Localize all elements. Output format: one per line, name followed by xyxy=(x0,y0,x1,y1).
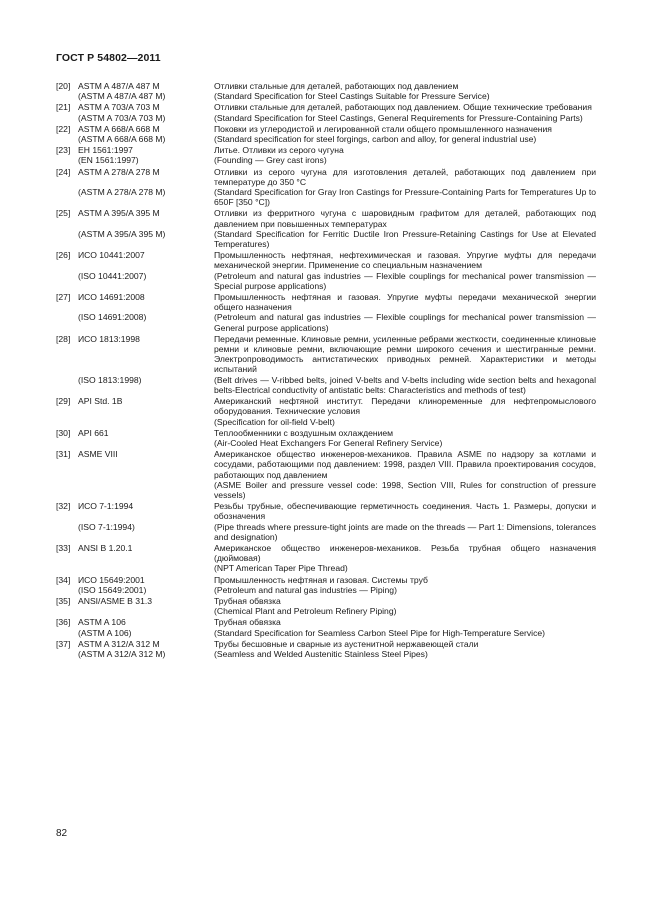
standard-code: ASME VIII xyxy=(78,449,118,460)
standard-title: Теплообменники с воздушным охлаждением xyxy=(214,427,394,438)
reference-line xyxy=(78,417,596,427)
standard-code: (ASTM A 312/A 312 M) xyxy=(78,648,166,659)
reference-line xyxy=(78,428,596,438)
reference-line xyxy=(78,649,596,659)
reference-number: [31] xyxy=(56,449,71,460)
standard-code xyxy=(78,563,214,573)
reference-number: [26] xyxy=(56,250,71,261)
reference-body xyxy=(78,639,596,659)
reference-body xyxy=(78,81,596,101)
standard-title: Отливки из серого чугуна для изготовления деталей, работающих под давлением при температуре до 350 °C xyxy=(214,166,596,187)
standard-title: Отливки стальные для деталей, работающих под давлением xyxy=(214,81,459,91)
standard-code: ЕН 1561:1997 xyxy=(78,145,133,156)
reference-entry xyxy=(56,250,596,291)
reference-line xyxy=(78,617,596,627)
reference-entry xyxy=(56,81,596,101)
reference-body xyxy=(78,428,596,448)
standard-code xyxy=(78,438,214,448)
standard-title: Литье. Отливки из серого чугуна xyxy=(214,145,344,156)
standard-code: ASTM A 703/A 703 M xyxy=(78,102,160,113)
reference-body xyxy=(78,102,596,122)
reference-number: [24] xyxy=(56,166,71,177)
reference-line xyxy=(78,81,596,91)
standard-code: ANSI B 1.20.1 xyxy=(78,542,133,553)
reference-body xyxy=(78,501,596,542)
standard-title: Трубная обвязка xyxy=(214,595,281,606)
reference-line xyxy=(78,113,596,123)
reference-line xyxy=(78,449,596,480)
standard-title: Американское общество инженеров-механиков. Резьба трубная общего назначения (дюймовая) xyxy=(214,542,596,564)
reference-entry xyxy=(56,428,596,448)
standard-code: API 661 xyxy=(78,427,109,438)
standard-title: (ASME Boiler and pressure vessel code: 1998, Section VIII, Rules for construction of pressure vessels) xyxy=(214,479,596,500)
reference-entry xyxy=(56,617,596,637)
reference-line xyxy=(78,501,596,521)
reference-entry xyxy=(56,596,596,616)
reference-line xyxy=(78,639,596,649)
standard-code xyxy=(78,606,214,616)
reference-line xyxy=(78,585,596,595)
standard-code: (ASTM A 668/A 668 M) xyxy=(78,134,166,145)
reference-number: [29] xyxy=(56,396,71,407)
reference-line xyxy=(78,396,596,416)
standard-title: Промышленность нефтяная, нефтехимическая и газовая. Упругие муфты для передачи механической энергии. Применение со специальным назначением xyxy=(214,250,596,271)
reference-body xyxy=(78,596,596,616)
reference-body xyxy=(78,124,596,144)
standard-code: ASTM A 312/A 312 M xyxy=(78,638,160,649)
standard-title: Передачи ременные. Клиновые ремни, усиленные ребрами жесткости, соединенные клиновые ремни и клиновые ремни, включающие ремни широкого сечения и шестигранные ремни. Электропроводимость антистатических приводных ремней. Характеристики и методы испытаний xyxy=(214,333,596,375)
reference-line xyxy=(78,628,596,638)
standard-title: Отливки из ферритного чугуна с шаровидным графитом для деталей, работающих под давлением при повышенных температурах xyxy=(214,208,596,229)
reference-number: [33] xyxy=(56,542,71,553)
standard-title: (Standard Specification for Steel Castings, General Requirements for Pressure-Containing Parts) xyxy=(214,112,583,123)
reference-line xyxy=(78,575,596,585)
standard-code: (ASTM A 278/A 278 M) xyxy=(78,187,166,198)
standard-code: ASTM A 106 xyxy=(78,617,126,628)
reference-line xyxy=(78,334,596,375)
reference-body xyxy=(78,145,596,165)
reference-entry xyxy=(56,449,596,500)
standard-code xyxy=(78,480,214,500)
reference-line xyxy=(78,208,596,228)
standard-code: (EN 1561:1997) xyxy=(78,155,139,166)
standard-title: (Specification for oil-field V-belt) xyxy=(214,416,335,427)
standard-title: (Standard Specification for Ferritic Ductile Iron Pressure-Retaining Castings for Use at Elevated Temperatures) xyxy=(214,228,596,250)
standard-code: (ASTM A 395/A 395 M) xyxy=(78,228,166,239)
reference-body xyxy=(78,575,596,595)
standard-title: Трубы бесшовные и сварные из аустенитной нержавеющей стали xyxy=(214,638,479,649)
standard-title: (Petroleum and natural gas industries — Piping) xyxy=(214,584,397,595)
reference-line xyxy=(78,438,596,448)
standard-title: (Chemical Plant and Petroleum Refinery Piping) xyxy=(214,606,397,617)
reference-body xyxy=(78,617,596,637)
reference-number: [23] xyxy=(56,145,71,156)
standard-title: Промышленность нефтяная и газовая. Упругие муфты передачи механической энергии общего назначения xyxy=(214,292,596,313)
reference-entry xyxy=(56,501,596,542)
reference-number: [34] xyxy=(56,574,71,585)
standard-code: ИСО 10441:2007 xyxy=(78,250,145,261)
reference-entry xyxy=(56,124,596,144)
standard-title: (Standard Specification for Steel Castings Suitable for Pressure Service) xyxy=(214,91,490,102)
reference-line xyxy=(78,187,596,207)
reference-line xyxy=(78,124,596,134)
standard-code: (ISO 10441:2007) xyxy=(78,270,147,281)
reference-entry xyxy=(56,639,596,659)
standard-code: ИСО 1813:1998 xyxy=(78,333,140,344)
standard-code: API Std. 1B xyxy=(78,396,123,407)
standard-code: (ISO 14691:2008) xyxy=(78,312,147,323)
standard-code: ANSI/ASME B 31.3 xyxy=(78,595,153,606)
reference-line xyxy=(78,543,596,563)
standard-code xyxy=(78,417,214,427)
reference-entry xyxy=(56,543,596,574)
reference-entry xyxy=(56,334,596,395)
standard-code: (ASTM A 487/A 487 M) xyxy=(78,91,166,102)
standard-title: Американское общество инженеров-механиков. Правила ASME по надзору за котлами и сосудами, работающими под давлением: 1998, раздел VIII. Правила проектирования сосудов, работающих под давлением xyxy=(214,449,596,480)
reference-line xyxy=(78,271,596,291)
reference-line xyxy=(78,522,596,542)
standard-title: Поковки из углеродистой и легированной стали общего промышленного назначения xyxy=(214,123,552,134)
standard-title: Промышленность нефтяная и газовая. Системы труб xyxy=(214,574,428,585)
standard-code: (ASTM A 703/A 703 M) xyxy=(78,112,166,123)
reference-number: [37] xyxy=(56,638,71,649)
reference-line xyxy=(78,596,596,606)
reference-body xyxy=(78,292,596,333)
reference-entry xyxy=(56,575,596,595)
reference-line xyxy=(78,292,596,312)
standard-title: (Air-Cooled Heat Exchangers For General Refinery Service) xyxy=(214,437,443,448)
standard-code: ИСО 7-1:1994 xyxy=(78,501,134,512)
reference-number: [21] xyxy=(56,102,71,113)
reference-body xyxy=(78,449,596,500)
reference-number: [27] xyxy=(56,292,71,303)
standard-title: (Standard Specification for Seamless Carbon Steel Pipe for High-Temperature Service) xyxy=(214,627,546,638)
reference-line xyxy=(78,312,596,332)
reference-line xyxy=(78,145,596,155)
reference-line xyxy=(78,563,596,573)
page-header: ГОСТ Р 54802—2011 xyxy=(56,52,161,64)
reference-line xyxy=(78,102,596,112)
reference-line xyxy=(78,375,596,395)
reference-body xyxy=(78,167,596,208)
reference-number: [20] xyxy=(56,81,71,91)
reference-line xyxy=(78,134,596,144)
reference-entry xyxy=(56,145,596,165)
standard-title: Отливки стальные для деталей, работающих под давлением. Общие технические требования xyxy=(214,102,592,113)
standard-code: ASTM A 395/A 395 M xyxy=(78,208,160,219)
reference-line xyxy=(78,91,596,101)
reference-entry xyxy=(56,167,596,208)
reference-entry xyxy=(56,208,596,249)
standard-title: (Standard Specification for Gray Iron Castings for Pressure-Containing Parts for Temperatures Up to 650F [350 °C]) xyxy=(214,187,596,208)
standard-title: Американский нефтяной институт. Передачи клиноременные для нефтепромыслового оборудования. Технические условия xyxy=(214,396,596,417)
reference-entry xyxy=(56,102,596,122)
bibliography-list xyxy=(56,81,596,660)
reference-body xyxy=(78,334,596,395)
reference-line xyxy=(78,167,596,187)
standard-title: (NPT American Taper Pipe Thread) xyxy=(214,563,348,574)
reference-number: [35] xyxy=(56,595,71,606)
reference-entry xyxy=(56,396,596,427)
standard-title: (Petroleum and natural gas industries — Flexible couplings for mechanical power transmission — General purpose applications) xyxy=(214,312,596,333)
standard-title: (Petroleum and natural gas industries — Flexible couplings for mechanical power transmission — Special purpose applications) xyxy=(214,270,596,291)
reference-number: [36] xyxy=(56,617,71,628)
reference-line xyxy=(78,480,596,500)
standard-code: ASTM A 487/A 487 M xyxy=(78,81,160,91)
standard-code: ИСО 14691:2008 xyxy=(78,292,145,303)
reference-number: [28] xyxy=(56,333,71,344)
reference-line xyxy=(78,250,596,270)
standard-title: (Founding — Grey cast irons) xyxy=(214,155,327,166)
standard-title: (Pipe threads where pressure-tight joints are made on the threads — Part 1: Dimensions, tolerances and designation) xyxy=(214,521,596,542)
reference-line xyxy=(78,606,596,616)
reference-number: [22] xyxy=(56,123,71,134)
reference-line xyxy=(78,155,596,165)
standard-code: ИСО 15649:2001 xyxy=(78,574,145,585)
standard-title: (Seamless and Welded Austenitic Stainless Steel Pipes) xyxy=(214,648,428,659)
standard-code: (ISO 1813:1998) xyxy=(78,374,142,385)
standard-code: ASTM A 668/A 668 M xyxy=(78,123,160,134)
standard-title: Трубная обвязка xyxy=(214,617,281,628)
reference-number: [25] xyxy=(56,208,71,219)
standard-title: Резьбы трубные, обеспечивающие герметичность соединения. Часть 1. Размеры, допуски и обозначения xyxy=(214,501,596,522)
standard-title: (Standard specification for steel forgings, carbon and alloy, for general industrial use) xyxy=(214,134,537,145)
reference-body xyxy=(78,208,596,249)
reference-body xyxy=(78,396,596,427)
reference-number: [30] xyxy=(56,427,71,438)
reference-body xyxy=(78,250,596,291)
standard-code: (ASTM A 106) xyxy=(78,627,132,638)
standard-code: ASTM A 278/A 278 M xyxy=(78,166,160,177)
reference-number: [32] xyxy=(56,501,71,512)
standard-code: (ISO 7-1:1994) xyxy=(78,521,135,532)
standard-title: (Belt drives — V-ribbed belts, joined V-belts and V-belts including wide section belts and hexagonal belts-Electrical conductivity of antistatic belts: Characteristics and methods of test) xyxy=(214,374,596,395)
page-number: 82 xyxy=(56,828,68,839)
standard-code: (ISO 15649:2001) xyxy=(78,584,147,595)
reference-entry xyxy=(56,292,596,333)
reference-line xyxy=(78,229,596,249)
reference-body xyxy=(78,543,596,574)
